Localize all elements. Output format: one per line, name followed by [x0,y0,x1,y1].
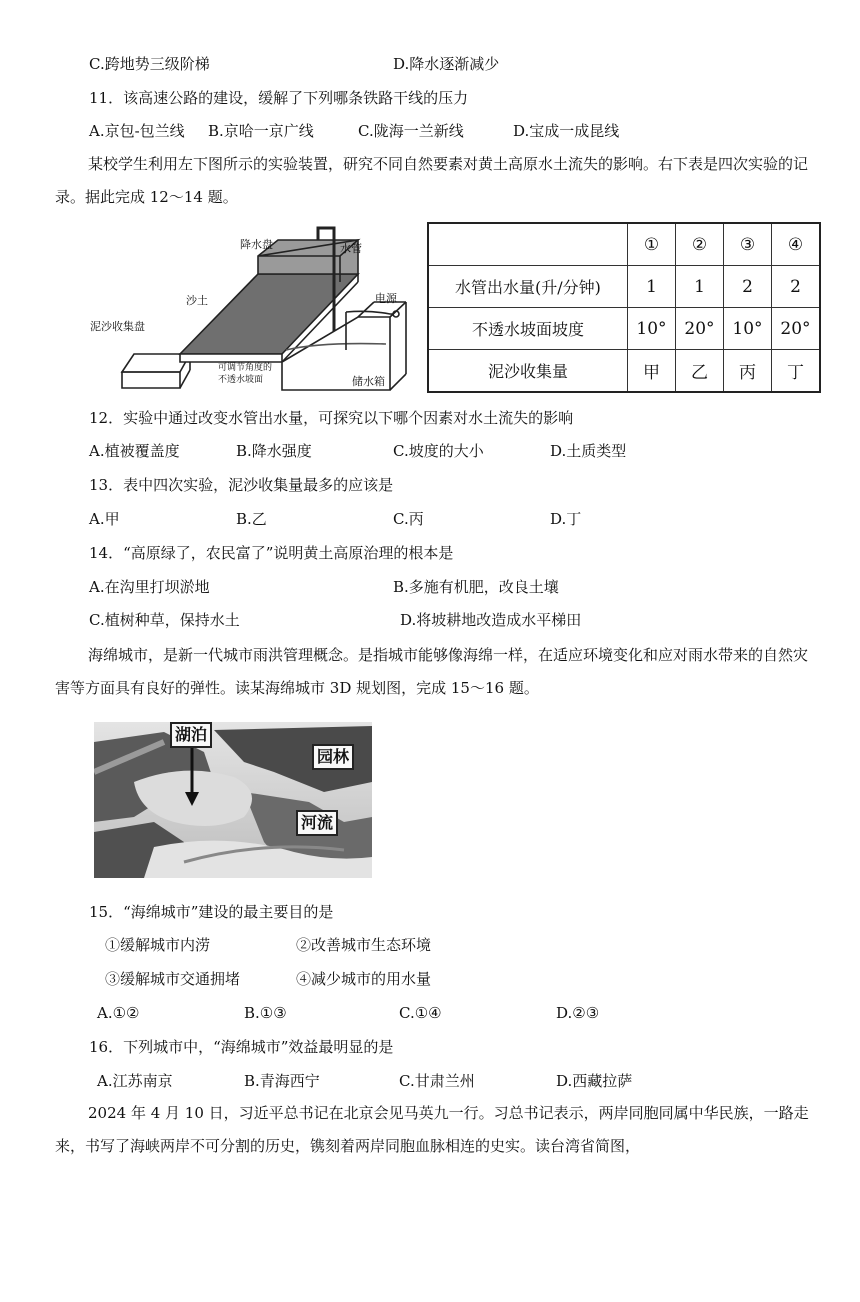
label-tank: 储水箱 [352,375,385,388]
label-river: 河流 [296,810,338,836]
q13-option-d: D.丁 [550,510,582,528]
table-cell: 2 [772,266,821,308]
label-sand: 沙土 [186,294,208,307]
q12-option-a: A.植被覆盖度 [89,442,180,460]
q15-option-c: C.①④ [399,1004,442,1022]
label-slope-1: 可调节角度的 [218,363,273,373]
q11-option-a: A.京包-包兰线 [89,122,185,140]
table-cell: 2 [724,266,772,308]
intro-12-14: 某校学生利用左下图所示的实验装置，研究不同自然要素对黄土高原水土流失的影响。右下表是四次实验的记录。据此完成 12～14 题。 [55,155,809,206]
q12-stem: 12．实验中通过改变水管出水量，可探究以下哪个因素对水土流失的影响 [89,409,574,427]
q11-option-b: B.京哈一京广线 [208,122,314,140]
table-cell: 1 [628,266,676,308]
table-cell: 丙 [724,350,772,393]
table-row-label: 水管出水量(升/分钟) [428,266,628,308]
table-row-label: 不透水坡面坡度 [428,308,628,350]
q15-stem: 15．“海绵城市”建设的最主要目的是 [89,903,334,921]
q13-option-a: A.甲 [89,510,120,528]
label-slope-2: 不透水坡面 [218,375,264,385]
q10-option-c: C.跨地势三级阶梯 [89,55,210,73]
q11-option-c: C.陇海一兰新线 [358,122,464,140]
q15-option-a: A.①② [97,1004,140,1022]
q13-option-b: B.乙 [236,510,267,528]
q11-stem: 11．该高速公路的建设，缓解了下列哪条铁路干线的压力 [89,89,469,107]
q16-option-c: C.甘肃兰州 [399,1072,475,1090]
q14-option-d: D.将坡耕地改造成水平梯田 [400,611,582,629]
table-cell: 10° [724,308,772,350]
q16-option-b: B.青海西宁 [244,1072,320,1090]
sponge-city-3d-map [94,722,372,878]
q16-option-a: A.江苏南京 [97,1072,173,1090]
table-cell: 10° [628,308,676,350]
table-row [428,266,820,308]
table-row [428,308,820,350]
q14-option-b: B.多施有机肥，改良土壤 [393,578,559,596]
q16-stem: 16．下列城市中，“海绵城市”效益最明显的是 [89,1038,394,1056]
q16-option-d: D.西藏拉萨 [556,1072,633,1090]
q15-statement-4: ④减少城市的用水量 [296,970,432,988]
experiment-record-table [427,222,821,393]
table-cell: 1 [676,266,724,308]
q12-option-b: B.降水强度 [236,442,312,460]
q15-statement-1: ①缓解城市内涝 [105,936,211,954]
table-header-cell: ③ [724,223,772,266]
table-header-cell: ② [676,223,724,266]
table-cell: 20° [772,308,821,350]
table-header-cell: ④ [772,223,821,266]
table-cell: 20° [676,308,724,350]
table-header-row [428,223,820,266]
table-header-cell: ① [628,223,676,266]
q10-option-d: D.降水逐渐减少 [393,55,500,73]
q13-stem: 13．表中四次实验，泥沙收集量最多的应该是 [89,476,394,494]
q14-stem: 14．“高原绿了，农民富了”说明黄土高原治理的根本是 [89,544,454,562]
q12-option-c: C.坡度的大小 [393,442,484,460]
experiment-apparatus-figure [90,222,410,397]
intro-taiwan: 2024 年 4 月 10 日，习近平总书记在北京会见马英九一行。习总书记表示，两岸同胞同属中华民族，一路走来，书写了海峡两岸不可分割的历史，镌刻着两岸同胞血脉相连的史实。读台湾省简图， [55,1104,809,1155]
label-garden: 园林 [312,744,354,770]
label-lake: 湖泊 [170,722,212,748]
q11-option-d: D.宝成一成昆线 [513,122,620,140]
q14-option-a: A.在沟里打坝淤地 [89,578,210,596]
q15-option-d: D.②③ [556,1004,600,1022]
table-cell: 乙 [676,350,724,393]
table-row-label: 泥沙收集量 [428,350,628,393]
label-collector: 泥沙收集盘 [90,320,145,333]
q15-statement-3: ③缓解城市交通拥堵 [105,970,241,988]
intro-15-16: 海绵城市，是新一代城市雨洪管理概念。是指城市能够像海绵一样，在适应环境变化和应对雨水带来的自然灾害等方面具有良好的弹性。读某海绵城市 3D 规划图，完成 15～16 题。 [55,646,809,697]
q13-option-c: C.丙 [393,510,424,528]
q14-option-c: C.植树种草，保持水土 [89,611,240,629]
q15-statement-2: ②改善城市生态环境 [296,936,432,954]
q15-option-b: B.①③ [244,1004,287,1022]
q12-option-d: D.土质类型 [550,442,627,460]
table-cell: 丁 [772,350,821,393]
label-rain-pan: 降水盘 [240,238,273,251]
table-cell: 甲 [628,350,676,393]
label-power: 电源 [375,292,397,305]
table-row [428,350,820,393]
table-corner-cell [428,223,628,266]
label-pipe: 水管 [340,242,362,255]
